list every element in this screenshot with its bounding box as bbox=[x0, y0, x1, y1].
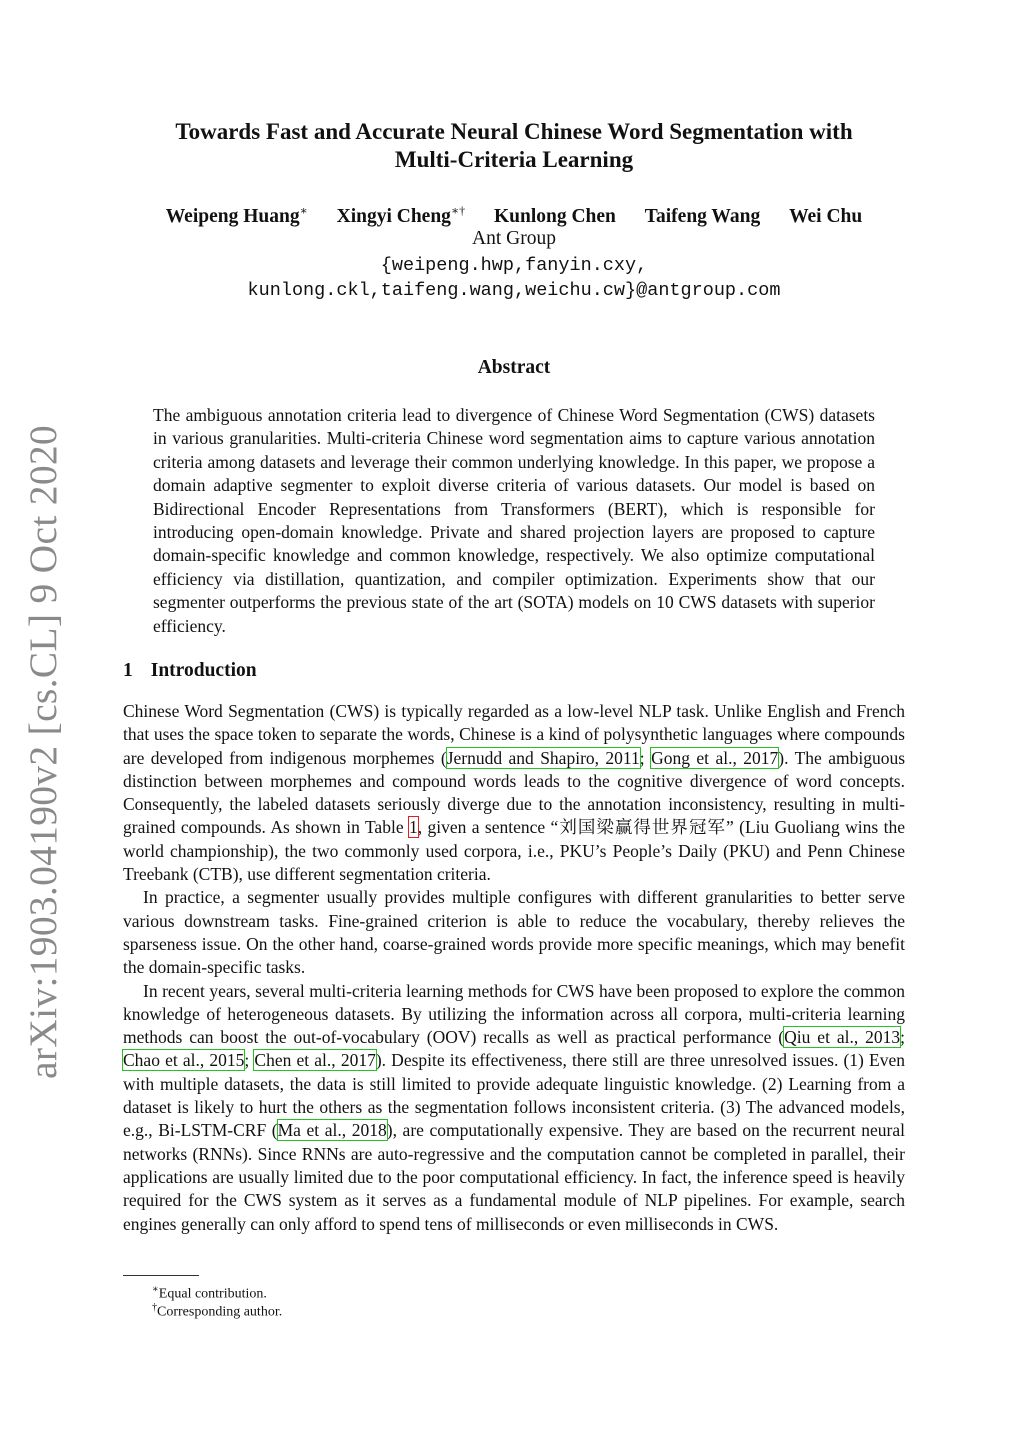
author: Taifeng Wang bbox=[644, 205, 761, 227]
citation-link[interactable]: Jernudd and Shapiro, 2011 bbox=[446, 747, 640, 768]
footnote: †Corresponding author. bbox=[152, 1302, 283, 1320]
author: Kunlong Chen bbox=[493, 205, 616, 227]
email-block bbox=[120, 254, 908, 303]
footnote-rule bbox=[123, 1275, 199, 1276]
citation-link[interactable]: Chao et al., 2015 bbox=[123, 1050, 245, 1071]
section-title: Introduction bbox=[150, 660, 257, 681]
footnote: ∗Equal contribution. bbox=[152, 1284, 267, 1302]
author: Wei Chu bbox=[789, 205, 863, 227]
paragraph: In practice, a segmenter usually provides multiple configures with different granularities to better serve various downstream tasks. Fine-grained criterion is able to reduce the vocabulary, thereby relieves the sparseness issue. On the other hand, coarse-grained words provide more specific meanings, which may benefit the domain-specific tasks. bbox=[123, 887, 905, 978]
section-heading bbox=[123, 660, 257, 682]
email-line-2: kunlong.ckl,taifeng.wang,weichu.cw}@antgroup.com bbox=[247, 279, 781, 301]
author-list bbox=[120, 203, 908, 228]
arxiv-stamp-text: arXiv:1903.04190v2 [cs.CL] 9 Oct 2020 bbox=[21, 425, 65, 1079]
abstract-text: The ambiguous annotation criteria lead to divergence of Chinese Word Segmentation (CWS) datasets in various granularities. Multi-criteria Chinese word segmentation aims to capture various annotation criteria among datasets and leverage their common underlying knowledge. In this paper, we propose a domain adaptive segmenter to exploit diverse criteria of various datasets. Our model is based on Bidirectional Encoder Representations from Transformers (BERT), which is responsible for introducing open-domain knowledge. Private and shared projection layers are proposed to capture domain-specific knowledge and common knowledge, respectively. We also optimize computational efficiency via distillation, quantization, and compiler optimization. Experiments show that our segmenter outperforms the previous state of the art (SOTA) models on 10 CWS datasets with superior efficiency. bbox=[153, 405, 875, 636]
citation-link[interactable]: Gong et al., 2017 bbox=[651, 747, 779, 768]
paragraph: Chinese Word Segmentation (CWS) is typically regarded as a low-level NLP task. Unlike English and French that uses the space token to separate the words, Chinese is a kind of polysynthetic languages where compounds are developed from indigenous morphemes (Jernudd and Shapiro, 2011; Gong et al., 2017). The ambiguous distinction between morphemes and compound words leads to the cognitive divergence of word concepts. Consequently, the labeled datasets seriously diverge due to the annotation inconsistency, resulting in multi-grained compounds. As shown in Table 1, given a sentence “刘国梁赢得世界冠军” (Liu Guoliang wins the world championship), the two commonly used corpora, i.e., PKU’s People’s Daily (PKU) and Penn Chinese Treebank (CTB), use different segmentation criteria. bbox=[123, 701, 906, 885]
section-number: 1 bbox=[123, 660, 133, 681]
affiliation: Ant Group bbox=[472, 228, 556, 249]
title-line-1: Towards Fast and Accurate Neural Chinese Word Segmentation with bbox=[175, 119, 853, 144]
author: Xingyi Cheng∗† bbox=[336, 203, 466, 227]
table-ref-link[interactable]: 1 bbox=[408, 817, 418, 838]
author: Weipeng Huang∗ bbox=[165, 203, 308, 227]
arxiv-stamp bbox=[8, 425, 78, 1079]
body-text bbox=[123, 700, 905, 1236]
paragraph: In recent years, several multi-criteria learning methods for CWS have been proposed to explore the common knowledge of heterogeneous datasets. By utilizing the information across all corpora, multi-criteria learning methods can boost the out-of-vocabulary (OOV) recalls as well as practical performance (Qiu et al., 2013; Chao et al., 2015; Chen et al., 2017). Despite its effectiveness, there still are three unresolved issues. (1) Even with multiple datasets, the data is still limited to provide adequate linguistic knowledge. (2) Learning from a dataset is likely to hurt the others as the segmentation follows inconsistent criteria. (3) The advanced models, e.g., Bi-LSTM-CRF (Ma et al., 2018), are computationally expensive. They are based on the recurrent neural networks (RNNs). Since RNNs are auto-regressive and the computation cannot be completed in parallel, their applications are usually limited due to the poor computational efficiency. In fact, the inference speed is heavily required for the CWS system as it serves as a fundamental module of NLP pipelines. For example, search engines generally can only afford to spend tens of milliseconds or even milliseconds in CWS. bbox=[123, 980, 906, 1234]
title-line-2: Multi-Criteria Learning bbox=[394, 147, 634, 172]
citation-link[interactable]: Chen et al., 2017 bbox=[254, 1050, 376, 1071]
citation-link[interactable]: Ma et al., 2018 bbox=[277, 1120, 387, 1141]
email-line-1: {weipeng.hwp,fanyin.cxy, bbox=[380, 255, 648, 276]
abstract-heading: Abstract bbox=[477, 357, 551, 378]
citation-link[interactable]: Qiu et al., 2013 bbox=[784, 1027, 901, 1048]
paper-title bbox=[120, 118, 908, 174]
